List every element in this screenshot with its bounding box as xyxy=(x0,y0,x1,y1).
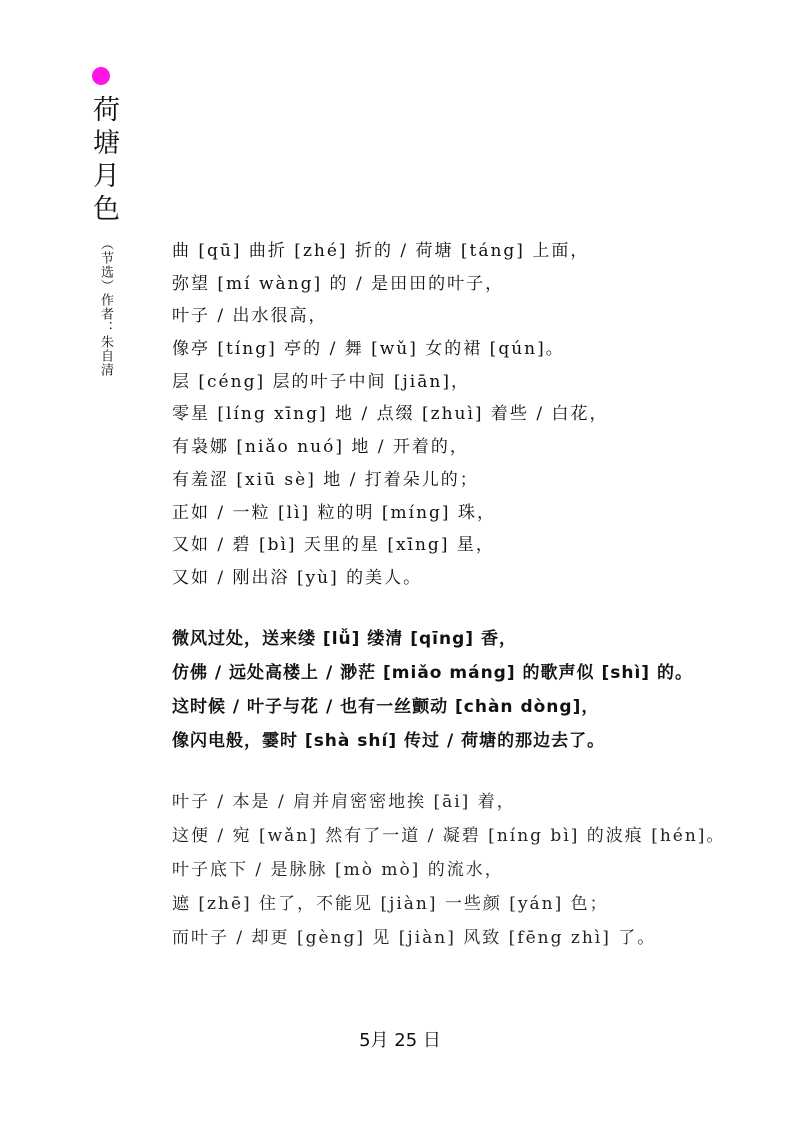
poem-line: 微风过处，送来缕 [lǚ] 缕清 [qīng] 香， xyxy=(172,629,517,649)
poem-line: 曲 [qū] 曲折 [zhé] 折的 / 荷塘 [táng] 上面， xyxy=(172,241,590,261)
poem-line: 这时候 / 叶子与花 / 也有一丝颤动 [chàn dòng]， xyxy=(172,697,600,717)
poem-line: 而叶子 / 却更 [gèng] 见 [jiàn] 风致 [fēng zhì] 了。 xyxy=(172,928,657,948)
accent-dot xyxy=(92,67,110,85)
date-footer: 5月 25 日 xyxy=(359,1030,441,1051)
poem-line: 又如 / 刚出浴 [yù] 的美人。 xyxy=(172,567,423,588)
poem-line: 这便 / 宛 [wǎn] 然有了一道 / 凝碧 [níng bì] 的波痕 [hén]。 xyxy=(172,826,726,846)
poem-line: 正如 / 一粒 [lì] 粒的明 [míng] 珠， xyxy=(172,502,496,523)
poem-section-1 xyxy=(172,235,772,595)
poem-line: 又如 / 碧 [bì] 天里的星 [xīng] 星， xyxy=(172,535,495,556)
poem-line: 弥望 [mí wàng] 的 / 是田田的叶子， xyxy=(172,273,505,294)
poem-line: 零星 [líng xīng] 地 / 点缀 [zhuì] 着些 / 白花， xyxy=(172,404,609,425)
poem-line: 遮 [zhē] 住了，不能见 [jiàn] 一些颜 [yán] 色； xyxy=(172,894,609,914)
poem-section-3 xyxy=(172,785,772,955)
poem-line: 像闪电般，霎时 [shà shí] 传过 / 荷塘的那边去了。 xyxy=(172,731,606,751)
poem-line: 有羞涩 [xiū sè] 地 / 打着朵儿的； xyxy=(172,469,479,490)
vertical-subtitle: （节选）作者：朱自清 xyxy=(98,237,113,377)
poem-section-2 xyxy=(172,622,772,758)
poem-line: 像亭 [tíng] 亭的 / 舞 [wǔ] 女的裙 [qún]。 xyxy=(172,339,565,360)
poem-line: 仿佛 / 远处高楼上 / 渺茫 [miǎo máng] 的歌声似 [shì] 的。 xyxy=(172,663,693,683)
poem-line: 叶子 / 出水很高， xyxy=(172,306,328,327)
poem-line: 叶子 / 本是 / 肩并肩密密地挨 [āi] 着， xyxy=(172,792,516,812)
poem-line: 叶子底下 / 是脉脉 [mò mò] 的流水， xyxy=(172,860,504,880)
poem-line: 有袅娜 [niǎo nuó] 地 / 开着的， xyxy=(172,437,469,458)
poem-line: 层 [céng] 层的叶子中间 [jiān]， xyxy=(172,371,470,392)
vertical-title: 荷塘月色 xyxy=(88,95,119,227)
